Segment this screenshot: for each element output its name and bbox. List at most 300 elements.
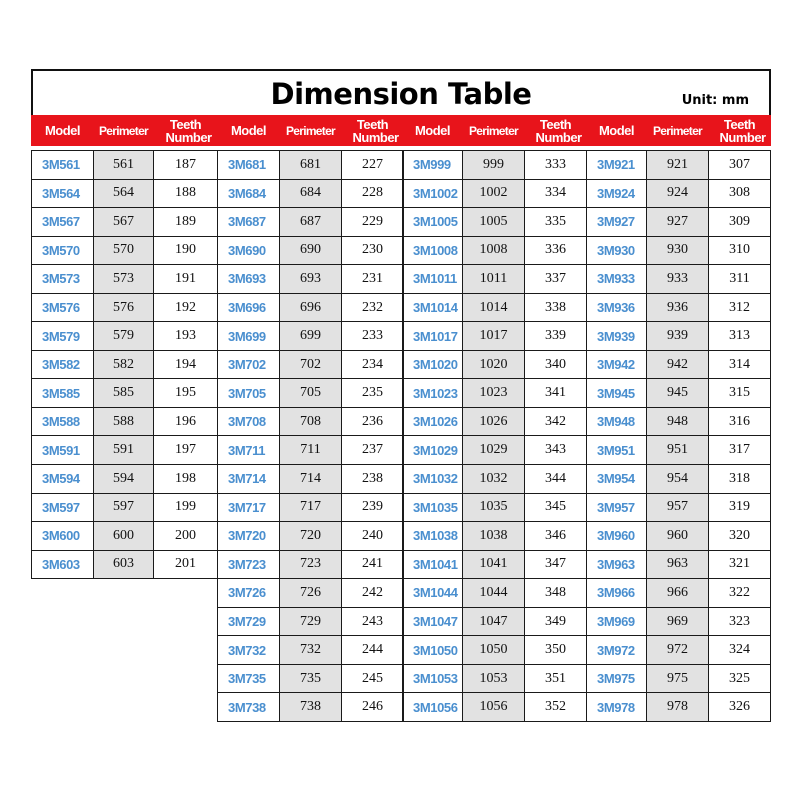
teeth-number-cell: 318 xyxy=(709,465,771,494)
teeth-number-cell: 199 xyxy=(154,493,218,522)
table-row xyxy=(587,607,771,636)
perimeter-cell: 1026 xyxy=(463,407,525,436)
header-perimeter xyxy=(646,115,709,146)
perimeter-cell: 1050 xyxy=(463,636,525,665)
teeth-number-cell: 334 xyxy=(525,179,587,208)
model-cell: 3M1023 xyxy=(403,379,463,408)
model-cell: 3M1011 xyxy=(403,265,463,294)
model-cell: 3M927 xyxy=(587,208,647,237)
model-cell: 3M711 xyxy=(218,436,280,465)
teeth-number-cell: 338 xyxy=(525,293,587,322)
header-perimeter xyxy=(462,115,525,146)
teeth-number-cell: 321 xyxy=(709,550,771,579)
table-row xyxy=(403,293,587,322)
model-cell: 3M687 xyxy=(218,208,280,237)
teeth-number-cell: 239 xyxy=(342,493,404,522)
table-row xyxy=(32,379,218,408)
teeth-number-cell: 333 xyxy=(525,151,587,180)
perimeter-cell: 969 xyxy=(647,607,709,636)
teeth-number-cell: 320 xyxy=(709,522,771,551)
perimeter-cell: 570 xyxy=(94,236,154,265)
model-cell: 3M705 xyxy=(218,379,280,408)
model-cell: 3M924 xyxy=(587,179,647,208)
table-row xyxy=(32,236,218,265)
teeth-number-cell: 319 xyxy=(709,493,771,522)
perimeter-cell: 1005 xyxy=(463,208,525,237)
perimeter-cell: 711 xyxy=(280,436,342,465)
table-row xyxy=(218,664,404,693)
teeth-number-cell: 233 xyxy=(342,322,404,351)
table-row xyxy=(218,693,404,722)
perimeter-cell: 594 xyxy=(94,465,154,494)
model-cell: 3M603 xyxy=(32,550,94,579)
teeth-number-cell: 311 xyxy=(709,265,771,294)
model-cell: 3M966 xyxy=(587,579,647,608)
perimeter-cell: 1011 xyxy=(463,265,525,294)
model-cell: 3M1005 xyxy=(403,208,463,237)
teeth-number-cell: 240 xyxy=(342,522,404,551)
table-row xyxy=(587,522,771,551)
perimeter-cell: 966 xyxy=(647,579,709,608)
perimeter-cell: 684 xyxy=(280,179,342,208)
model-cell: 3M921 xyxy=(587,151,647,180)
teeth-number-cell: 340 xyxy=(525,350,587,379)
perimeter-cell: 1032 xyxy=(463,465,525,494)
model-cell: 3M690 xyxy=(218,236,280,265)
model-cell: 3M999 xyxy=(403,151,463,180)
model-cell: 3M597 xyxy=(32,493,94,522)
perimeter-cell: 1008 xyxy=(463,236,525,265)
model-cell: 3M567 xyxy=(32,208,94,237)
dimension-table-group-1 xyxy=(31,150,218,579)
perimeter-cell: 1020 xyxy=(463,350,525,379)
perimeter-cell: 1035 xyxy=(463,493,525,522)
table-row xyxy=(32,550,218,579)
table-row xyxy=(32,322,218,351)
table-row xyxy=(403,693,587,722)
perimeter-cell: 573 xyxy=(94,265,154,294)
table-row xyxy=(403,265,587,294)
perimeter-cell: 564 xyxy=(94,179,154,208)
header-teeth-number xyxy=(153,115,218,146)
model-cell: 3M1053 xyxy=(403,664,463,693)
table-row xyxy=(403,151,587,180)
perimeter-cell: 942 xyxy=(647,350,709,379)
model-cell: 3M726 xyxy=(218,579,280,608)
teeth-number-cell: 191 xyxy=(154,265,218,294)
teeth-number-cell: 201 xyxy=(154,550,218,579)
perimeter-cell: 1053 xyxy=(463,664,525,693)
teeth-number-cell: 336 xyxy=(525,236,587,265)
teeth-number-cell: 194 xyxy=(154,350,218,379)
perimeter-cell: 957 xyxy=(647,493,709,522)
model-cell: 3M570 xyxy=(32,236,94,265)
table-row xyxy=(218,465,404,494)
table-row xyxy=(218,350,404,379)
header-model-label: Model xyxy=(44,122,81,138)
perimeter-cell: 705 xyxy=(280,379,342,408)
header-model xyxy=(31,115,94,146)
model-cell: 3M588 xyxy=(32,407,94,436)
header-model xyxy=(402,115,463,146)
teeth-number-cell: 244 xyxy=(342,636,404,665)
header-model-label: Model xyxy=(414,122,451,138)
teeth-number-cell: 198 xyxy=(154,465,218,494)
teeth-number-cell: 352 xyxy=(525,693,587,722)
teeth-number-cell: 312 xyxy=(709,293,771,322)
model-cell: 3M561 xyxy=(32,151,94,180)
teeth-number-cell: 193 xyxy=(154,322,218,351)
table-row xyxy=(587,265,771,294)
perimeter-cell: 1041 xyxy=(463,550,525,579)
table-row xyxy=(403,664,587,693)
teeth-number-cell: 326 xyxy=(709,693,771,722)
table-row xyxy=(32,436,218,465)
table-row xyxy=(32,179,218,208)
table-row xyxy=(32,208,218,237)
perimeter-cell: 933 xyxy=(647,265,709,294)
table-row xyxy=(403,350,587,379)
teeth-number-cell: 350 xyxy=(525,636,587,665)
perimeter-cell: 561 xyxy=(94,151,154,180)
perimeter-cell: 1044 xyxy=(463,579,525,608)
teeth-number-cell: 339 xyxy=(525,322,587,351)
perimeter-cell: 603 xyxy=(94,550,154,579)
teeth-number-cell: 322 xyxy=(709,579,771,608)
model-cell: 3M564 xyxy=(32,179,94,208)
table-row xyxy=(403,379,587,408)
table-row xyxy=(587,179,771,208)
table-row xyxy=(587,636,771,665)
model-cell: 3M594 xyxy=(32,465,94,494)
model-cell: 3M942 xyxy=(587,350,647,379)
perimeter-cell: 921 xyxy=(647,151,709,180)
model-cell: 3M948 xyxy=(587,407,647,436)
header-model xyxy=(217,115,280,146)
model-cell: 3M1041 xyxy=(403,550,463,579)
header-perimeter-label: Perimeter xyxy=(285,123,336,138)
perimeter-cell: 960 xyxy=(647,522,709,551)
model-cell: 3M729 xyxy=(218,607,280,636)
table-row xyxy=(218,493,404,522)
model-cell: 3M1029 xyxy=(403,436,463,465)
model-cell: 3M681 xyxy=(218,151,280,180)
teeth-number-cell: 341 xyxy=(525,379,587,408)
teeth-number-cell: 197 xyxy=(154,436,218,465)
perimeter-cell: 726 xyxy=(280,579,342,608)
teeth-number-cell: 200 xyxy=(154,522,218,551)
model-cell: 3M1032 xyxy=(403,465,463,494)
header-teeth-number-label: Teeth Number xyxy=(535,116,582,145)
perimeter-cell: 945 xyxy=(647,379,709,408)
table-row xyxy=(587,550,771,579)
table-row xyxy=(218,151,404,180)
model-cell: 3M930 xyxy=(587,236,647,265)
model-cell: 3M720 xyxy=(218,522,280,551)
model-cell: 3M717 xyxy=(218,493,280,522)
perimeter-cell: 738 xyxy=(280,693,342,722)
perimeter-cell: 579 xyxy=(94,322,154,351)
table-row xyxy=(32,465,218,494)
teeth-number-cell: 241 xyxy=(342,550,404,579)
table-row xyxy=(32,265,218,294)
perimeter-cell: 1029 xyxy=(463,436,525,465)
model-cell: 3M591 xyxy=(32,436,94,465)
table-row xyxy=(218,522,404,551)
table-row xyxy=(218,236,404,265)
perimeter-cell: 714 xyxy=(280,465,342,494)
model-cell: 3M723 xyxy=(218,550,280,579)
model-cell: 3M936 xyxy=(587,293,647,322)
teeth-number-cell: 235 xyxy=(342,379,404,408)
table-row xyxy=(403,465,587,494)
table-row xyxy=(587,293,771,322)
teeth-number-cell: 316 xyxy=(709,407,771,436)
table-row xyxy=(218,636,404,665)
table-row xyxy=(218,179,404,208)
table-row xyxy=(403,436,587,465)
model-cell: 3M702 xyxy=(218,350,280,379)
model-cell: 3M975 xyxy=(587,664,647,693)
model-cell: 3M933 xyxy=(587,265,647,294)
table-row xyxy=(587,436,771,465)
table-row xyxy=(403,407,587,436)
model-cell: 3M573 xyxy=(32,265,94,294)
model-cell: 3M939 xyxy=(587,322,647,351)
table-row xyxy=(587,465,771,494)
teeth-number-cell: 313 xyxy=(709,322,771,351)
table-row xyxy=(32,151,218,180)
perimeter-cell: 1023 xyxy=(463,379,525,408)
perimeter-cell: 1056 xyxy=(463,693,525,722)
teeth-number-cell: 236 xyxy=(342,407,404,436)
model-cell: 3M957 xyxy=(587,493,647,522)
perimeter-cell: 591 xyxy=(94,436,154,465)
perimeter-cell: 978 xyxy=(647,693,709,722)
perimeter-cell: 702 xyxy=(280,350,342,379)
perimeter-cell: 582 xyxy=(94,350,154,379)
perimeter-cell: 585 xyxy=(94,379,154,408)
table-row xyxy=(403,179,587,208)
model-cell: 3M1047 xyxy=(403,607,463,636)
perimeter-cell: 720 xyxy=(280,522,342,551)
table-row xyxy=(403,607,587,636)
teeth-number-cell: 245 xyxy=(342,664,404,693)
model-cell: 3M714 xyxy=(218,465,280,494)
header-perimeter xyxy=(93,115,154,146)
header-model-label: Model xyxy=(230,122,267,138)
teeth-number-cell: 230 xyxy=(342,236,404,265)
table-row xyxy=(218,265,404,294)
perimeter-cell: 723 xyxy=(280,550,342,579)
teeth-number-cell: 227 xyxy=(342,151,404,180)
teeth-number-cell: 349 xyxy=(525,607,587,636)
teeth-number-cell: 344 xyxy=(525,465,587,494)
table-row xyxy=(587,208,771,237)
teeth-number-cell: 337 xyxy=(525,265,587,294)
perimeter-cell: 927 xyxy=(647,208,709,237)
header-model-label: Model xyxy=(598,122,635,138)
model-cell: 3M696 xyxy=(218,293,280,322)
perimeter-cell: 999 xyxy=(463,151,525,180)
perimeter-cell: 1047 xyxy=(463,607,525,636)
table-row xyxy=(32,493,218,522)
model-cell: 3M1014 xyxy=(403,293,463,322)
perimeter-cell: 567 xyxy=(94,208,154,237)
table-row xyxy=(32,522,218,551)
model-cell: 3M1038 xyxy=(403,522,463,551)
teeth-number-cell: 187 xyxy=(154,151,218,180)
perimeter-cell: 939 xyxy=(647,322,709,351)
perimeter-cell: 699 xyxy=(280,322,342,351)
dimension-table-group-2 xyxy=(217,150,404,722)
header-teeth-number xyxy=(708,115,771,146)
perimeter-cell: 975 xyxy=(647,664,709,693)
perimeter-cell: 597 xyxy=(94,493,154,522)
teeth-number-cell: 325 xyxy=(709,664,771,693)
model-cell: 3M708 xyxy=(218,407,280,436)
header-teeth-number-label: Teeth Number xyxy=(165,116,212,145)
model-cell: 3M576 xyxy=(32,293,94,322)
perimeter-cell: 948 xyxy=(647,407,709,436)
header-perimeter-label: Perimeter xyxy=(98,123,149,138)
model-cell: 3M945 xyxy=(587,379,647,408)
model-cell: 3M963 xyxy=(587,550,647,579)
perimeter-cell: 708 xyxy=(280,407,342,436)
model-cell: 3M960 xyxy=(587,522,647,551)
perimeter-cell: 717 xyxy=(280,493,342,522)
teeth-number-cell: 189 xyxy=(154,208,218,237)
table-row xyxy=(403,636,587,665)
perimeter-cell: 1017 xyxy=(463,322,525,351)
model-cell: 3M1020 xyxy=(403,350,463,379)
perimeter-cell: 735 xyxy=(280,664,342,693)
teeth-number-cell: 242 xyxy=(342,579,404,608)
teeth-number-cell: 307 xyxy=(709,151,771,180)
table-row xyxy=(32,293,218,322)
table-row xyxy=(218,293,404,322)
model-cell: 3M585 xyxy=(32,379,94,408)
perimeter-cell: 936 xyxy=(647,293,709,322)
teeth-number-cell: 232 xyxy=(342,293,404,322)
table-row xyxy=(587,236,771,265)
model-cell: 3M735 xyxy=(218,664,280,693)
teeth-number-cell: 346 xyxy=(525,522,587,551)
model-cell: 3M1035 xyxy=(403,493,463,522)
perimeter-cell: 588 xyxy=(94,407,154,436)
teeth-number-cell: 196 xyxy=(154,407,218,436)
unit-label: Unit: mm xyxy=(681,93,749,108)
page-title: Dimension Table xyxy=(270,77,532,111)
table-title-box xyxy=(31,69,771,117)
table-row xyxy=(587,350,771,379)
perimeter-cell: 681 xyxy=(280,151,342,180)
teeth-number-cell: 323 xyxy=(709,607,771,636)
teeth-number-cell: 228 xyxy=(342,179,404,208)
teeth-number-cell: 237 xyxy=(342,436,404,465)
teeth-number-cell: 310 xyxy=(709,236,771,265)
teeth-number-cell: 314 xyxy=(709,350,771,379)
header-teeth-number-label: Teeth Number xyxy=(719,116,766,145)
table-row xyxy=(587,379,771,408)
teeth-number-cell: 345 xyxy=(525,493,587,522)
perimeter-cell: 693 xyxy=(280,265,342,294)
perimeter-cell: 951 xyxy=(647,436,709,465)
perimeter-cell: 1038 xyxy=(463,522,525,551)
model-cell: 3M978 xyxy=(587,693,647,722)
teeth-number-cell: 308 xyxy=(709,179,771,208)
model-cell: 3M600 xyxy=(32,522,94,551)
table-row xyxy=(32,350,218,379)
perimeter-cell: 924 xyxy=(647,179,709,208)
perimeter-cell: 690 xyxy=(280,236,342,265)
table-row xyxy=(32,407,218,436)
model-cell: 3M1056 xyxy=(403,693,463,722)
teeth-number-cell: 234 xyxy=(342,350,404,379)
table-row xyxy=(587,579,771,608)
header-perimeter-label: Perimeter xyxy=(468,123,519,138)
teeth-number-cell: 317 xyxy=(709,436,771,465)
perimeter-cell: 576 xyxy=(94,293,154,322)
model-cell: 3M1002 xyxy=(403,179,463,208)
teeth-number-cell: 231 xyxy=(342,265,404,294)
teeth-number-cell: 229 xyxy=(342,208,404,237)
model-cell: 3M1008 xyxy=(403,236,463,265)
table-row xyxy=(403,236,587,265)
teeth-number-cell: 195 xyxy=(154,379,218,408)
header-teeth-number xyxy=(524,115,587,146)
model-cell: 3M582 xyxy=(32,350,94,379)
model-cell: 3M1044 xyxy=(403,579,463,608)
teeth-number-cell: 348 xyxy=(525,579,587,608)
model-cell: 3M969 xyxy=(587,607,647,636)
teeth-number-cell: 246 xyxy=(342,693,404,722)
table-row xyxy=(403,550,587,579)
teeth-number-cell: 192 xyxy=(154,293,218,322)
teeth-number-cell: 315 xyxy=(709,379,771,408)
table-row xyxy=(587,693,771,722)
model-cell: 3M684 xyxy=(218,179,280,208)
table-row xyxy=(218,550,404,579)
model-cell: 3M699 xyxy=(218,322,280,351)
table-row xyxy=(403,579,587,608)
perimeter-cell: 732 xyxy=(280,636,342,665)
table-row xyxy=(218,579,404,608)
model-cell: 3M972 xyxy=(587,636,647,665)
teeth-number-cell: 351 xyxy=(525,664,587,693)
model-cell: 3M1017 xyxy=(403,322,463,351)
header-teeth-number xyxy=(341,115,404,146)
table-row xyxy=(587,322,771,351)
teeth-number-cell: 324 xyxy=(709,636,771,665)
model-cell: 3M951 xyxy=(587,436,647,465)
perimeter-cell: 687 xyxy=(280,208,342,237)
header-teeth-number-label: Teeth Number xyxy=(352,116,399,145)
perimeter-cell: 1002 xyxy=(463,179,525,208)
perimeter-cell: 963 xyxy=(647,550,709,579)
model-cell: 3M1026 xyxy=(403,407,463,436)
perimeter-cell: 954 xyxy=(647,465,709,494)
table-row xyxy=(218,208,404,237)
table-row xyxy=(218,379,404,408)
teeth-number-cell: 190 xyxy=(154,236,218,265)
header-model xyxy=(586,115,647,146)
table-row xyxy=(218,607,404,636)
model-cell: 3M732 xyxy=(218,636,280,665)
model-cell: 3M954 xyxy=(587,465,647,494)
header-perimeter-label: Perimeter xyxy=(652,123,703,138)
table-row xyxy=(218,407,404,436)
